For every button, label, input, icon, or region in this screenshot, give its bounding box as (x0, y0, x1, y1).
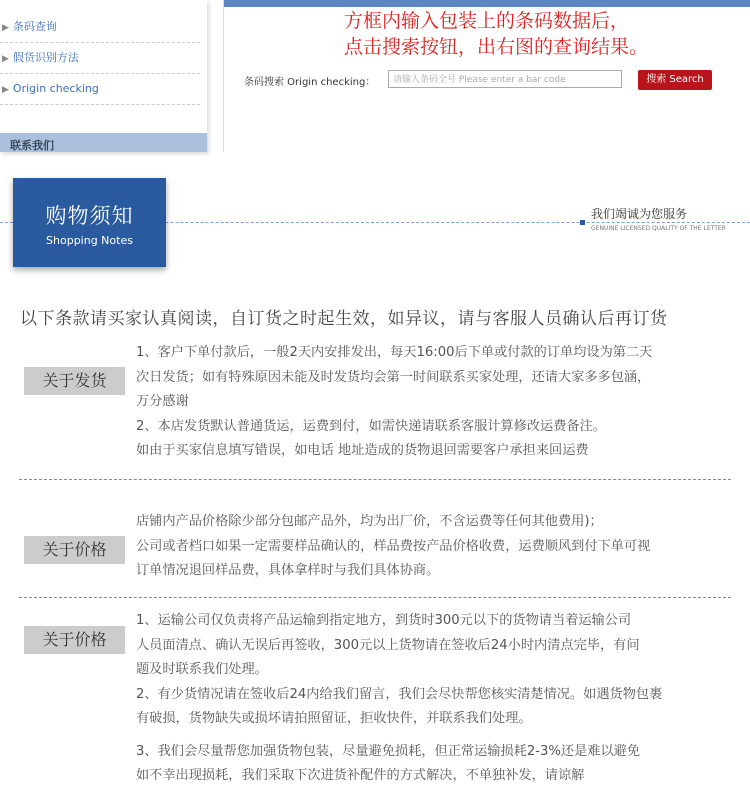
search-panel (223, 0, 750, 152)
section-text-price (136, 510, 650, 584)
shopping-notes-title: 购物须知 (45, 204, 134, 228)
barcode-search-label: 条码搜索 Origin checking： (244, 77, 376, 88)
search-button[interactable]: 搜索 Search (638, 70, 712, 90)
arrow-icon: ▶ (2, 85, 9, 95)
terms-headline: 以下条款请买家认真阅读，自订货之时起生效，如异议，请与客服人员确认后再订货 (20, 309, 668, 329)
text-line: 订单情况退回样品费，具体拿样时与我们具体协商。 (136, 563, 440, 578)
text-line: 人员面清点、确认无误后再签收，300元以上货物请在签收后24小时内清点完毕，有问 (136, 637, 640, 653)
instruction-note (344, 8, 648, 60)
shopping-notes-subtitle: Shopping Notes (46, 234, 133, 247)
service-slogan: 我们竭诚为您服务 (591, 207, 688, 221)
text-line: 公司或者档口如果一定需要样品确认的，样品费按产品价格收费，运费顺风到付下单可视 (136, 538, 651, 554)
text-line: 次日发货；如有特殊原因未能及时发货均会第一时间联系买家处理，还请大家多多包涵， (136, 369, 651, 385)
text-line: 万分感谢 (136, 394, 189, 409)
section-text-transport (136, 609, 662, 789)
text-line: 3、我们会尽量帮您加强货物包装，尽量避免损耗，但正常运输损耗2-3%还是难以避免 (136, 743, 641, 759)
section-text-shipping (136, 341, 652, 464)
slogan-marker-icon (580, 220, 585, 225)
text-line: 如由于买家信息填写错误，如电话 地址造成的货物退回需要客户承担来回运费 (136, 443, 589, 458)
text-line: 如不幸出现损耗，我们采取下次进货补配件的方式解决，不单独补发，请谅解 (136, 768, 585, 783)
panel-top-bar (224, 0, 750, 7)
instruction-line-1: 方框内输入包装上的条码数据后， (344, 10, 630, 32)
section-separator (19, 597, 731, 598)
arrow-icon: ▶ (2, 54, 9, 64)
sidebar-item-fake-detection[interactable] (0, 43, 200, 74)
arrow-icon: ▶ (2, 23, 9, 33)
sidebar-item-label: 条码查询 (12, 20, 57, 33)
section-tag-transport: 关于价格 (24, 626, 125, 654)
barcode-search-input[interactable]: 请输入条码全号 Please enter a bar code (388, 70, 622, 88)
text-line: 1、客户下单付款后，一般2天内安排发出，每天16:00后下单或付款的订单均设为第二天 (136, 345, 653, 360)
text-line: 店铺内产品价格除少部分包邮产品外，均为出厂价，不含运费等任何其他费用)； (136, 514, 603, 529)
text-line: 题及时联系我们处理。 (136, 662, 268, 677)
sidebar-item-label: 假货识别方法 (12, 51, 79, 64)
text-line: 1、运输公司仅负责将产品运输到指定地方，到货时300元以下的货物请当着运输公司 (136, 613, 632, 628)
section-tag-price: 关于价格 (24, 536, 125, 564)
section-tag-shipping: 关于发货 (24, 367, 125, 395)
text-line: 2、本店发货默认普通货运，运费到付，如需快递请联系客服计算修改运费备注。 (136, 418, 606, 434)
sidebar-item-origin-checking[interactable] (0, 74, 200, 105)
sidebar-item-barcode-query[interactable] (0, 12, 200, 43)
sidebar-panel (0, 0, 207, 152)
sidebar-item-label: Origin checking (12, 82, 99, 95)
contact-us-header[interactable]: 联系我们 (0, 133, 207, 152)
text-line: 2、有少货情况请在签收后24内给我们留言，我们会尽快帮您核实清楚情况。如遇货物包裹 (136, 686, 663, 702)
instruction-line-2: 点击搜索按钮，出右图的查询结果。 (344, 36, 649, 58)
section-separator (19, 479, 731, 480)
text-line: 有破损，货物缺失或损坏请拍照留证，拒收快件，并联系我们处理。 (136, 711, 532, 726)
service-slogan-en: GENUINE LICENSED QUALITY OF THE LETTER (591, 225, 726, 232)
shopping-notes-badge (13, 178, 166, 267)
